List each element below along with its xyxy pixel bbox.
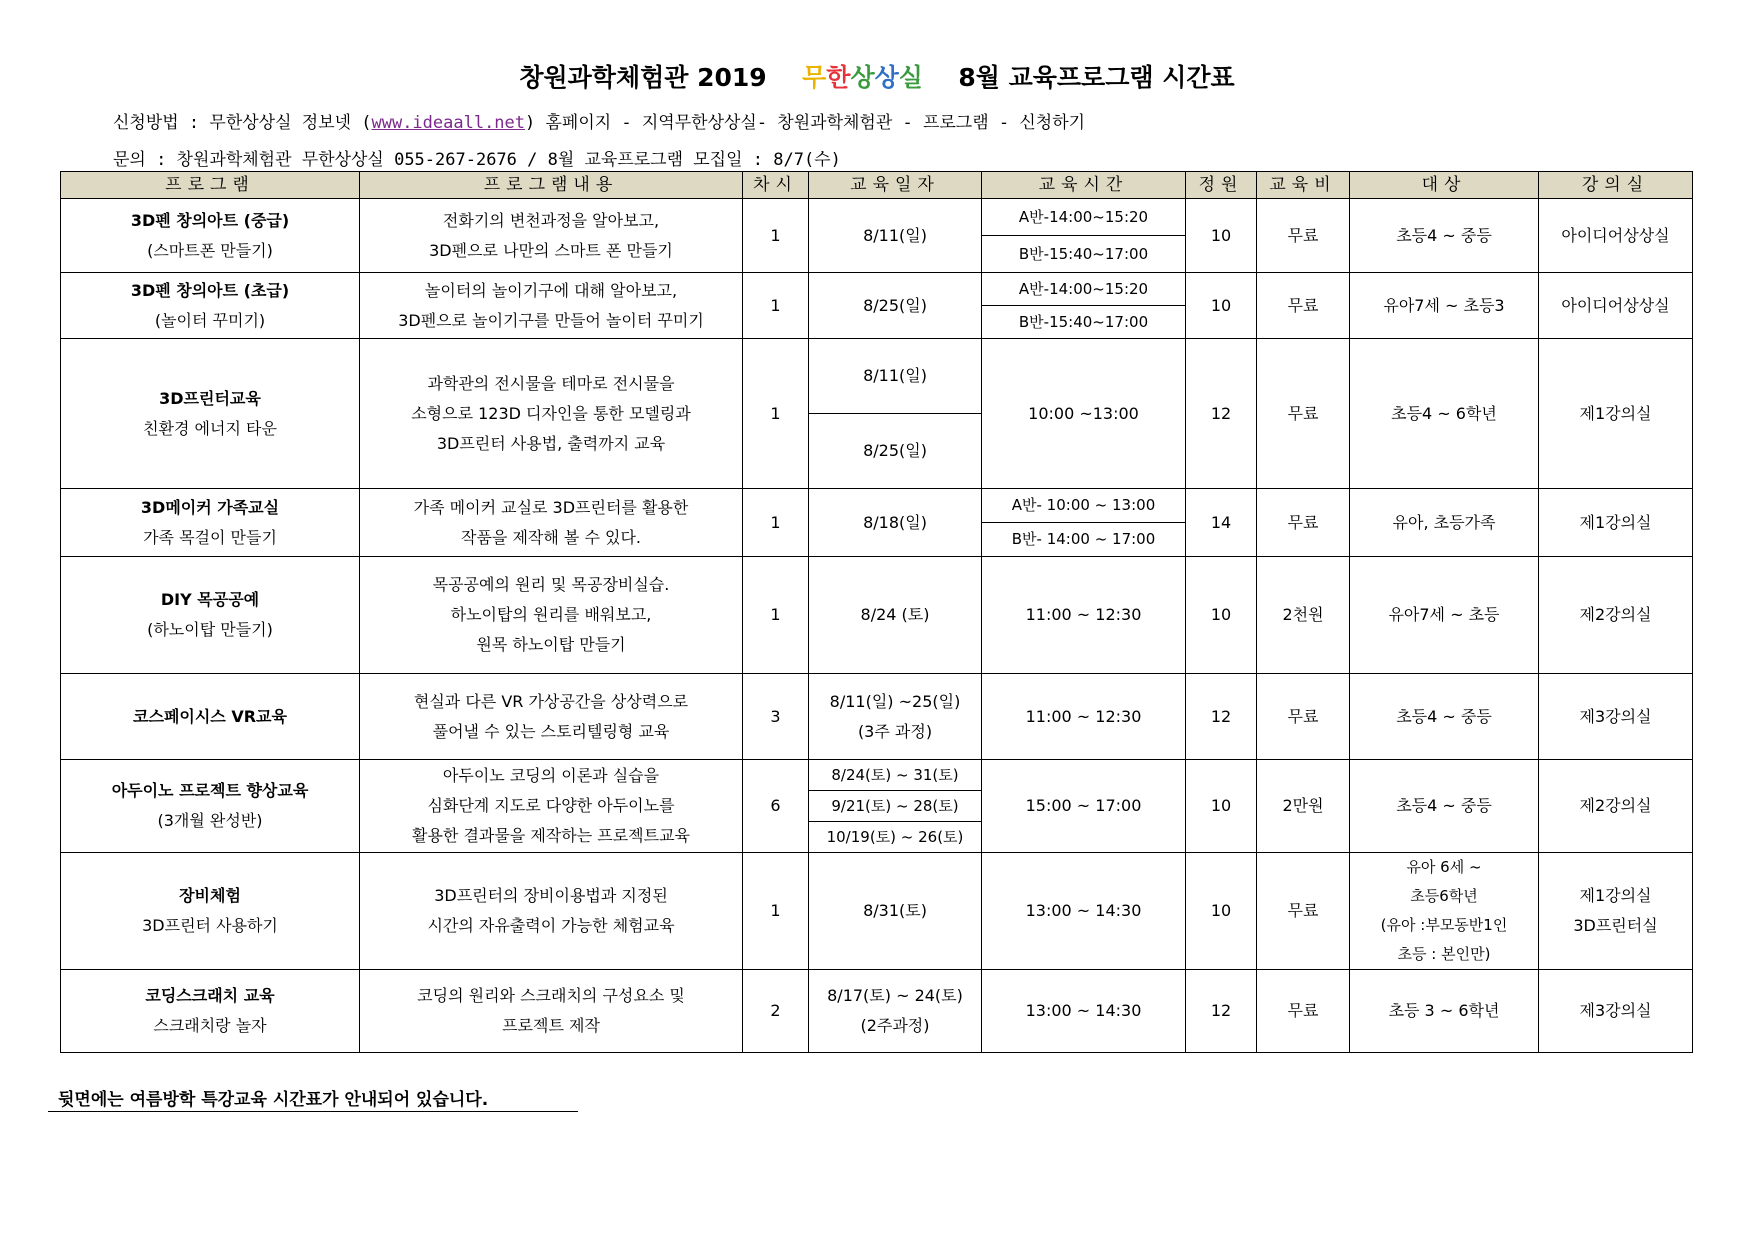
cell-text-line: 코딩스크래치 교육 [145,986,275,1005]
cell-text-line: 시간의 자유출력이 가능한 체험교육 [427,916,675,935]
fee-cell: 무료 [1257,273,1350,339]
cell-text-line: 전화기의 변천과정을 알아보고, [442,210,660,230]
room-cell: 제3강의실 [1539,970,1693,1053]
content-cell [360,674,743,760]
cell-text-line: 8/17(토) ~ 24(토) [827,986,963,1005]
header-cell: 강의실 [1539,172,1693,199]
cell-text-line: (놀이터 꾸미기) [154,310,266,330]
target-cell: 초등4 ~ 6학년 [1350,339,1539,489]
date-cell [809,674,982,760]
fee-cell: 무료 [1257,674,1350,760]
cell-text-line: A반-14:00~15:20 [1018,207,1149,226]
cell-text-line: (2주과정) [860,1016,930,1035]
room-cell: 아이디어상상실 [1539,273,1693,339]
cell-text-line: (3주 과정) [857,721,933,741]
program-cell [61,760,360,853]
target-cell: 초등4 ~ 중등 [1350,760,1539,853]
capacity-cell: 14 [1186,489,1257,557]
program-cell [61,489,360,557]
cell-text-line: 아두이노 코딩의 이론과 실습을 [442,766,660,785]
table-row [61,674,1693,760]
table-header-row [61,172,1693,199]
header-cell: 차시 [743,172,809,199]
content-cell [360,853,743,970]
sessions-cell: 1 [743,339,809,489]
fee-cell: 무료 [1257,489,1350,557]
target-cell: 초등4 ~ 중등 [1350,199,1539,273]
cell-text-line: DIY 목공공예 [160,590,260,609]
cell-text-line: 제1강의실 [1579,886,1652,905]
cell-text-line: B반- 14:00 ~ 17:00 [1011,530,1156,548]
capacity-cell: 12 [1186,970,1257,1053]
cell-text-line: 놀이터의 놀이기구에 대해 알아보고, [424,280,678,300]
date-cell: 8/31(토) [809,853,982,970]
cell-text-line: 소형으로 123D 디자인을 통한 모델링과 [411,403,691,423]
cell-text-line: (스마트폰 만들기) [147,240,273,260]
time-cell: 15:00 ~ 17:00 [982,760,1186,853]
date-cell: 8/25(일) [809,273,982,339]
sessions-cell: 1 [743,853,809,970]
target-cell [1350,853,1539,970]
date-cell: 8/11(일) [809,339,982,414]
table-row [61,970,1693,1053]
program-cell [61,853,360,970]
cell-text-line: 풀어낼 수 있는 스토리텔링형 교육 [432,721,670,741]
sessions-cell: 6 [743,760,809,853]
time-cell [982,236,1186,273]
cell-text-line: 아두이노 프로젝트 향상교육 [111,781,309,800]
cell-text-line: 3D프린터교육 [159,388,261,408]
program-cell [61,339,360,489]
sessions-cell: 1 [743,273,809,339]
content-cell [360,557,743,674]
date-cell [809,970,982,1053]
title-char: 한 [826,63,851,92]
cell-text-line: 프로젝트 제작 [502,1016,600,1035]
cell-text-line: 8/24(토) ~ 31(토) [831,765,959,784]
table-row [61,489,1693,523]
target-cell: 유아7세 ~ 초등3 [1350,273,1539,339]
content-cell [360,970,743,1053]
sessions-cell: 1 [743,557,809,674]
cell-text-line: 원목 하노이탑 만들기 [476,635,626,654]
time-cell [982,199,1186,236]
cell-text-line: 가족 목걸이 만들기 [143,527,277,547]
page-title [0,58,1754,94]
capacity-cell: 10 [1186,273,1257,339]
cell-text-line: A반- 10:00 ~ 13:00 [1011,496,1156,514]
title-char: 상 [874,63,899,92]
cell-text-line: 작품을 제작해 볼 수 있다. [461,527,641,547]
time-cell: 11:00 ~ 12:30 [982,674,1186,760]
table-row [61,273,1693,306]
capacity-cell: 10 [1186,853,1257,970]
sessions-cell: 1 [743,199,809,273]
cell-text-line: 코딩의 원리와 스크래치의 구성요소 및 [417,986,685,1005]
cell-text-line: 장비체험 [179,886,241,905]
cell-text-line: (3개월 완성반) [157,811,263,830]
room-cell: 제2강의실 [1539,760,1693,853]
cell-text-line: 유아 6세 ~ [1406,858,1482,876]
fee-cell: 무료 [1257,199,1350,273]
fee-cell: 무료 [1257,339,1350,489]
capacity-cell: 10 [1186,557,1257,674]
cell-text-line: 하노이탑의 원리를 배워보고, [450,605,652,624]
target-cell: 유아, 초등가족 [1350,489,1539,557]
cell-text-line: 코스페이시스 VR교육 [133,706,287,726]
contact-info: 문의 : 창원과학체험관 무한상상실 055-267-2676 / 8월 교육프로그램 모집일 : 8/7(수) [113,150,841,170]
cell-text-line: 3D프린터 사용하기 [142,916,278,935]
capacity-cell: 10 [1186,199,1257,273]
time-cell: 13:00 ~ 14:30 [982,853,1186,970]
room-cell: 제2강의실 [1539,557,1693,674]
room-cell [1539,853,1693,970]
cell-text-line: 스크래치랑 놀자 [153,1016,267,1035]
sessions-cell: 3 [743,674,809,760]
room-cell: 제3강의실 [1539,674,1693,760]
capacity-cell: 10 [1186,760,1257,853]
title-char: 실 [898,63,923,92]
cell-text-line: (유아 :부모동반1인 [1380,916,1508,934]
room-cell: 제1강의실 [1539,339,1693,489]
cell-text-line: 8/11(일) ~25(일) [829,691,961,711]
time-cell [982,273,1186,306]
capacity-cell: 12 [1186,674,1257,760]
capacity-cell: 12 [1186,339,1257,489]
header-cell: 정원 [1186,172,1257,199]
time-cell: 10:00 ~13:00 [982,339,1186,489]
target-cell: 유아7세 ~ 초등 [1350,557,1539,674]
cell-text-line: 초등6학년 [1410,887,1478,905]
header-cell: 대상 [1350,172,1539,199]
cell-text-line: 과학관의 전시물을 테마로 전시물을 [427,373,675,393]
cell-text-line: 친환경 에너지 타운 [143,418,277,438]
program-cell [61,674,360,760]
date-cell: 8/11(일) [809,199,982,273]
time-cell: 11:00 ~ 12:30 [982,557,1186,674]
date-cell [809,760,982,791]
cell-text-line: 심화단계 지도로 다양한 아두이노를 [427,796,675,815]
table-row [61,557,1693,674]
footer-note: 뒷면에는 여름방학 특강교육 시간표가 안내되어 있습니다. [58,1090,489,1110]
sessions-cell: 2 [743,970,809,1053]
fee-cell: 무료 [1257,970,1350,1053]
cell-text-line: 현실과 다른 VR 가상공간을 상상력으로 [413,691,689,711]
date-cell [809,822,982,853]
program-cell [61,970,360,1053]
cell-text-line: B반-15:40~17:00 [1018,312,1149,331]
application-info [113,108,1085,133]
footer-underline [48,1111,578,1112]
cell-text-line: 3D펜으로 놀이기구를 만들어 놀이터 꾸미기 [398,310,704,330]
cell-text-line: 3D프린터실 [1573,916,1658,935]
title-char: 상 [850,63,875,92]
program-cell [61,273,360,339]
cell-text-line: A반-14:00~15:20 [1018,279,1149,298]
date-cell: 8/24 (토) [809,557,982,674]
date-cell: 8/18(일) [809,489,982,557]
time-cell: 13:00 ~ 14:30 [982,970,1186,1053]
title-text: 창원과학체험관 2019 [519,63,767,92]
cell-text-line: 3D펜 창의아트 (초급) [130,280,290,300]
table-row [61,339,1693,414]
header-cell: 교육일자 [809,172,982,199]
cell-text-line: 3D펜 창의아트 (중급) [130,210,290,230]
website-link[interactable]: www.ideaall.net [371,113,526,133]
cell-text-line: 9/21(토) ~ 28(토) [831,796,959,815]
cell-text-line: (하노이탑 만들기) [147,620,273,639]
header-cell: 프로그램 [61,172,360,199]
cell-text-line: 3D프린터 사용법, 출력까지 교육 [436,433,666,453]
cell-text-line: 3D펜으로 나만의 스마트 폰 만들기 [429,240,673,260]
header-cell: 교육시간 [982,172,1186,199]
cell-text-line: B반-15:40~17:00 [1018,244,1149,263]
table-row [61,760,1693,791]
cell-text-line: 10/19(토) ~ 26(토) [826,827,964,846]
content-cell [360,339,743,489]
table-row [61,853,1693,970]
program-cell [61,557,360,674]
content-cell [360,760,743,853]
program-cell [61,199,360,273]
table-row [61,199,1693,236]
schedule-table [60,171,1693,1053]
cell-text-line: 초등 : 본인만) [1397,945,1491,963]
target-cell: 초등 3 ~ 6학년 [1350,970,1539,1053]
cell-text-line: 3D프린터의 장비이용법과 지정된 [434,886,668,905]
time-cell [982,523,1186,557]
title-char: 무 [802,63,827,92]
fee-cell: 2천원 [1257,557,1350,674]
header-cell: 교육비 [1257,172,1350,199]
time-cell [982,489,1186,523]
sessions-cell: 1 [743,489,809,557]
title-text: 8월 교육프로그램 시간표 [958,63,1235,92]
application-method-text: 신청방법 : 무한상상실 정보넷 ( [113,113,372,133]
content-cell [360,273,743,339]
content-cell [360,199,743,273]
date-cell [809,791,982,822]
cell-text-line: 활용한 결과물을 제작하는 프로젝트교육 [411,826,690,845]
target-cell: 초등4 ~ 중등 [1350,674,1539,760]
room-cell: 아이디어상상실 [1539,199,1693,273]
fee-cell: 2만원 [1257,760,1350,853]
fee-cell: 무료 [1257,853,1350,970]
room-cell: 제1강의실 [1539,489,1693,557]
header-cell: 프로그램내용 [360,172,743,199]
content-cell [360,489,743,557]
cell-text-line: 목공공예의 원리 및 목공장비실습. [432,575,670,594]
cell-text-line: 가족 메이커 교실로 3D프린터를 활용한 [413,497,689,517]
application-path-text: ) 홈페이지 - 지역무한상상실- 창원과학체험관 - 프로그램 - 신청하기 [525,113,1086,133]
date-cell: 8/25(일) [809,414,982,489]
cell-text-line: 3D메이커 가족교실 [140,497,280,517]
time-cell [982,306,1186,339]
